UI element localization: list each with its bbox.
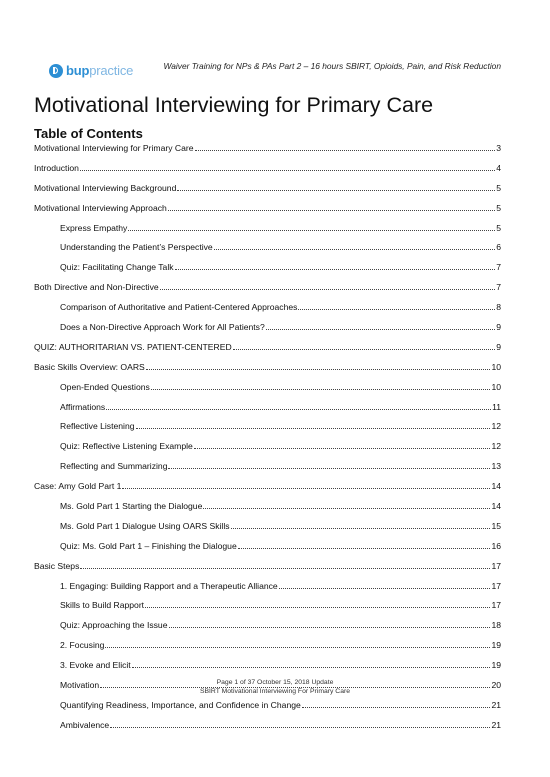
toc-entry-title[interactable]: Quiz: Facilitating Change Talk: [60, 262, 174, 273]
toc-dot-leader: [122, 481, 490, 489]
toc-entry[interactable]: [34, 700, 501, 720]
toc-entry-title[interactable]: Case: Amy Gold Part 1: [34, 481, 122, 492]
toc-entry[interactable]: [34, 541, 501, 561]
toc-dot-leader: [266, 322, 495, 330]
toc-dot-leader: [214, 242, 496, 250]
toc-entry-page[interactable]: 13: [491, 461, 501, 472]
toc-entry[interactable]: [34, 282, 501, 302]
toc-dot-leader: [169, 620, 491, 628]
toc-entry-page[interactable]: 9: [496, 322, 501, 333]
toc-heading: Table of Contents: [34, 126, 143, 141]
toc-entry-title[interactable]: Skills to Build Rapport: [60, 600, 145, 611]
toc-dot-leader: [177, 183, 495, 191]
toc-entry[interactable]: [34, 342, 501, 362]
toc-entry[interactable]: [34, 402, 501, 422]
toc-entry-title[interactable]: Open-Ended Questions: [60, 381, 150, 392]
document-title: Motivational Interviewing for Primary Care: [34, 93, 434, 117]
toc-entry[interactable]: [34, 362, 501, 382]
toc-entry-title[interactable]: Quiz: Approaching the Issue: [60, 620, 168, 631]
toc-entry-page[interactable]: 19: [491, 640, 501, 651]
toc-entry[interactable]: [34, 262, 501, 282]
toc-entry[interactable]: [34, 242, 501, 262]
toc-entry-page[interactable]: 12: [491, 441, 501, 452]
toc-entry-page[interactable]: 7: [496, 282, 501, 293]
toc-dot-leader: [105, 640, 490, 648]
toc-entry[interactable]: [34, 561, 501, 581]
footer-page-info: Page 1 of 37 October 15, 2018 Update: [216, 679, 334, 686]
toc-dot-leader: [128, 223, 495, 231]
toc-entry-title[interactable]: Understanding the Patient’s Perspective: [60, 242, 213, 253]
toc-dot-leader: [302, 700, 491, 708]
toc-entry[interactable]: [34, 660, 501, 680]
toc-entry-title[interactable]: Motivational Interviewing Background: [34, 182, 177, 193]
toc-dot-leader: [194, 441, 491, 449]
toc-dot-leader: [298, 302, 495, 310]
toc-entry-page[interactable]: 17: [491, 560, 501, 571]
toc-entry-page[interactable]: 15: [491, 520, 501, 531]
toc-entry-title[interactable]: Motivational Interviewing Approach: [34, 202, 167, 213]
toc-dot-leader: [106, 402, 491, 410]
toc-entry-title[interactable]: Reflective Listening: [60, 421, 135, 432]
toc-entry-page[interactable]: 6: [496, 242, 501, 253]
toc-entry-page[interactable]: 16: [491, 540, 501, 551]
toc-entry-page[interactable]: 14: [491, 501, 501, 512]
toc-entry[interactable]: [34, 203, 501, 223]
toc-entry[interactable]: [34, 461, 501, 481]
toc-entry[interactable]: [34, 720, 501, 740]
toc-dot-leader: [80, 163, 495, 171]
toc-entry-page[interactable]: 20: [491, 680, 501, 691]
toc-entry-page[interactable]: 14: [491, 481, 501, 492]
toc-dot-leader: [160, 282, 496, 290]
toc-entry[interactable]: [34, 481, 501, 501]
toc-entry-title[interactable]: 2. Focusing: [60, 640, 105, 651]
toc-entry-title[interactable]: Ambivalence: [60, 719, 110, 730]
toc-entry-page[interactable]: 7: [496, 262, 501, 273]
toc-dot-leader: [146, 362, 491, 370]
toc-entry[interactable]: [34, 143, 501, 163]
toc-entry-title[interactable]: Motivational Interviewing for Primary Care: [34, 143, 194, 153]
toc-entry-title[interactable]: 1. Engaging: Building Rapport and a Therapeutic Alliance: [60, 580, 278, 591]
toc-entry-page[interactable]: 17: [491, 580, 501, 591]
toc-entry-page[interactable]: 10: [491, 361, 501, 372]
toc-dot-leader: [151, 382, 491, 390]
toc-entry-page[interactable]: 9: [496, 341, 501, 352]
toc-entry-page[interactable]: 21: [491, 699, 501, 710]
toc-entry-title[interactable]: Introduction: [34, 162, 79, 173]
toc-entry-page[interactable]: 4: [496, 162, 501, 173]
logo-mark-icon: [49, 64, 63, 78]
toc-entry-page[interactable]: 10: [491, 381, 501, 392]
toc-entry-title[interactable]: Ms. Gold Part 1 Starting the Dialogue: [60, 501, 203, 512]
toc-entry-title[interactable]: Quiz: Reflective Listening Example: [60, 441, 193, 452]
toc-entry[interactable]: [34, 441, 501, 461]
toc-entry-title[interactable]: Motivation: [60, 680, 100, 691]
toc-dot-leader: [279, 581, 491, 589]
toc-entry-title[interactable]: Comparison of Authoritative and Patient-Centered Approaches: [60, 302, 298, 313]
toc-entry-page[interactable]: 8: [496, 302, 501, 313]
toc-entry[interactable]: [34, 223, 501, 243]
footer-doc-title: SBIRT Motivational Interviewing For Primary Care: [199, 688, 351, 695]
toc-entry[interactable]: [34, 501, 501, 521]
toc-entry[interactable]: [34, 382, 501, 402]
toc-entry-title[interactable]: Quiz: Ms. Gold Part 1 – Finishing the Dialogue: [60, 540, 237, 551]
toc-dot-leader: [132, 660, 491, 668]
toc-entry-page[interactable]: 19: [491, 660, 501, 671]
running-header: Waiver Training for NPs & PAs Part 2 – 16 hours SBIRT, Opioids, Pain, and Risk Reduction: [163, 61, 501, 71]
toc-entry[interactable]: [34, 421, 501, 441]
toc-entry-page[interactable]: 5: [496, 222, 501, 233]
toc-entry-title[interactable]: Ms. Gold Part 1 Dialogue Using OARS Skills: [60, 520, 230, 531]
toc-entry[interactable]: [34, 302, 501, 322]
toc-dot-leader: [231, 521, 491, 529]
toc-dot-leader: [110, 720, 490, 728]
toc-entry-title[interactable]: Does a Non-Directive Approach Work for All Patients?: [60, 322, 265, 333]
toc-entry-title[interactable]: QUIZ: AUTHORITARIAN VS. PATIENT-CENTERED: [34, 341, 232, 352]
bupractice-logo: [49, 63, 133, 78]
toc-entry-title[interactable]: Reflecting and Summarizing: [60, 461, 168, 472]
toc-entry-page[interactable]: 17: [491, 600, 501, 611]
toc-entry-page[interactable]: 5: [496, 202, 501, 213]
toc-entry[interactable]: [34, 163, 501, 183]
toc-dot-leader: [168, 203, 495, 211]
logo-text-bup: bup: [66, 63, 90, 78]
toc-dot-leader: [195, 143, 496, 151]
toc-entry[interactable]: [34, 581, 501, 601]
toc-dot-leader: [203, 501, 490, 509]
toc-entry[interactable]: [34, 600, 501, 620]
toc-entry-page[interactable]: 5: [496, 182, 501, 193]
table-of-contents: [34, 143, 501, 740]
toc-entry-page[interactable]: 3: [496, 143, 501, 153]
logo-text-practice: practice: [89, 63, 134, 78]
toc-dot-leader: [175, 262, 496, 270]
toc-dot-leader: [233, 342, 496, 350]
toc-entry[interactable]: [34, 640, 501, 660]
toc-entry-page[interactable]: 12: [491, 421, 501, 432]
toc-entry[interactable]: [34, 183, 501, 203]
toc-entry-title[interactable]: Basic Skills Overview: OARS: [34, 361, 145, 372]
toc-dot-leader: [136, 421, 491, 429]
toc-entry[interactable]: [34, 521, 501, 541]
toc-dot-leader: [80, 561, 490, 569]
toc-dot-leader: [238, 541, 491, 549]
toc-entry-title[interactable]: Both Directive and Non-Directive: [34, 282, 159, 293]
toc-entry[interactable]: [34, 322, 501, 342]
toc-entry-title[interactable]: 3. Evoke and Elicit: [60, 660, 131, 671]
toc-entry-title[interactable]: Express Empathy: [60, 222, 128, 233]
toc-entry-page[interactable]: 18: [491, 620, 501, 631]
toc-entry-title[interactable]: Basic Steps: [34, 560, 80, 571]
toc-dot-leader: [168, 461, 490, 469]
toc-dot-leader: [145, 600, 490, 608]
toc-entry-page[interactable]: 11: [492, 401, 501, 412]
toc-entry-title[interactable]: Affirmations: [60, 401, 106, 412]
toc-entry-title[interactable]: Quantifying Readiness, Importance, and Confidence in Change: [60, 699, 301, 710]
toc-entry[interactable]: [34, 620, 501, 640]
toc-entry-page[interactable]: 21: [491, 719, 501, 730]
